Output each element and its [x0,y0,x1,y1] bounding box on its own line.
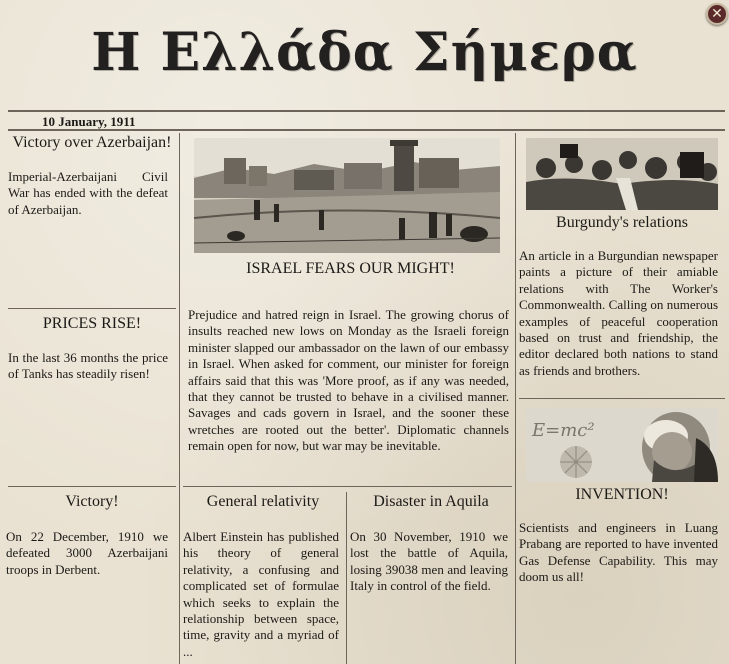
section-rule-right [519,398,725,399]
crowd-engraving-image [526,138,718,210]
issue-date: 10 January, 1911 [42,114,136,129]
article-invention: Scientists and engineers in Luang Prabang are reported to have invented Gas Defense Capability. This may doom us all! [519,520,718,585]
headline-prices-rise: PRICES RISE! [42,315,142,332]
article-israel: Prejudice and hatred reign in Israel. The growing chorus of insults reached new lows on Monday as the Israeli foreign minister slapped our ambassador on the lawn of our embassy in Israel. When asked for comment, our minister for foreign affairs said that this was 'More proof, as if any was needed, that they cannot be trusted to behave in a civilised manner. Savages and cads govern in Israel, and the sooner these wretches are rooted out the better'. Diplomatic channels remain open for now, but war may be inevitable. [188,307,509,454]
column-divider-bottom-middle [346,492,347,664]
headline-aquila: Disaster in Aquila [373,493,489,510]
article-prices-rise: In the last 36 months the price of Tanks has steadily risen! [8,350,168,382]
newspaper-masthead: Η Ελλάδα Σήμερα [91,22,638,83]
article-burgundy: An article in a Burgundian newspaper paints a picture of their amiable relations with The Worker's Commonwealth. Calling on numerous examples of peaceful cooperation based on trust and friendship, the editor declared both nations to stand as friends and brothers. [519,248,718,378]
headline-burgundy: Burgundy's relations [556,214,688,231]
headline-victory-azerbaijan: Victory over Azerbaijan! [12,134,172,151]
column-divider-left [179,133,180,664]
scientist-portrait-image [526,408,718,482]
headline-israel: ISRAEL FEARS OUR MIGHT! [246,260,455,277]
column-divider-right [515,133,516,664]
section-rule-left-1 [8,308,176,309]
headline-invention: INVENTION! [575,486,669,503]
close-button[interactable]: ✕ [706,3,728,25]
masthead-rule-top [8,110,725,112]
town-engraving-image [194,138,500,253]
article-aquila: On 30 November, 1910 we lost the battle of Aquila, losing 39038 men and leaving Italy in control of the field. [350,529,508,594]
article-victory: On 22 December, 1910 we defeated 3000 Azerbaijani troops in Derbent. [6,529,168,577]
formula-text: E=mc² [532,420,595,441]
article-relativity: Albert Einstein has published his theory of general relativity, a confusing and complicated set of formulae which seeks to explain the relationship between space, time, gravity and a myriad of ... [183,529,339,659]
section-rule-middle [183,486,512,487]
section-rule-left-2 [8,486,176,487]
headline-relativity: General relativity [206,493,320,510]
headline-victory: Victory! [65,493,119,510]
article-victory-azerbaijan: Imperial-Azerbaijani Civil War has ended with the defeat of Azerbaijan. [8,169,168,217]
masthead-rule-bottom [8,129,725,131]
